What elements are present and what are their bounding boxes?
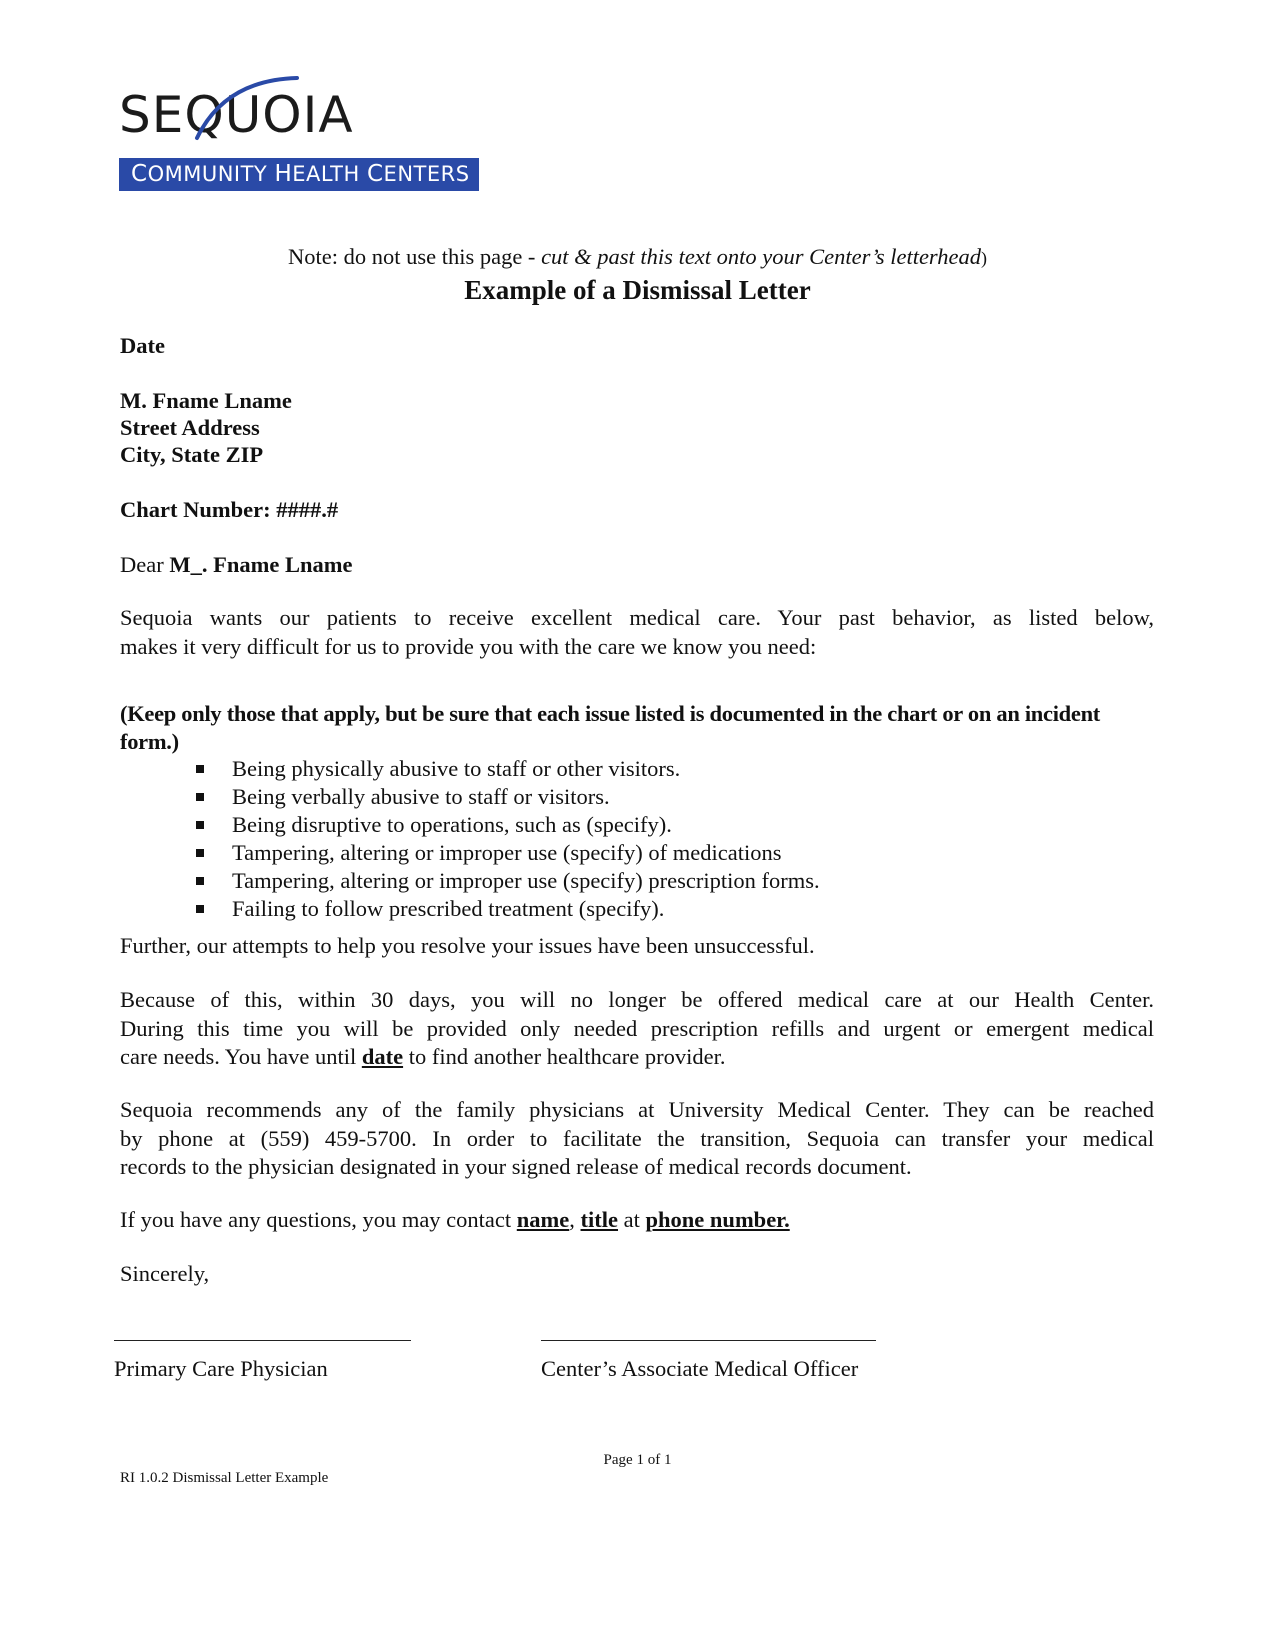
bullet-icon [196, 877, 204, 885]
behavior-list [0, 755, 820, 923]
date-label: Date [120, 333, 165, 358]
list-item: Being disruptive to operations, such as (specify). [0, 811, 820, 839]
logo-band: COMMUNITY HEALTH CENTERS [119, 158, 479, 191]
recipient-city: City, State ZIP [120, 442, 264, 467]
page-title: Example of a Dismissal Letter [464, 275, 811, 305]
list-item: Tampering, altering or improper use (specify) prescription forms. [0, 867, 820, 895]
list-item: Failing to follow prescribed treatment (specify). [0, 895, 820, 923]
bullet-icon [196, 765, 204, 773]
closing: Sincerely, [120, 1261, 210, 1286]
letterhead-note: Note: do not use this page - cut & past this text onto your Center’s letterhead) [287, 244, 988, 269]
bullet-icon [196, 821, 204, 829]
date-placeholder: date [361, 1044, 404, 1069]
signature-label-left: Primary Care Physician [114, 1356, 328, 1381]
contact-title-placeholder: title [580, 1207, 619, 1232]
recipient-street: Street Address [120, 415, 260, 440]
recipient-name: M. Fname Lname [120, 388, 292, 413]
contact-phone-placeholder: phone number. [645, 1207, 790, 1232]
sequoia-logo [119, 76, 479, 196]
logo-wordmark: SEQUOIA [119, 86, 354, 144]
page-number: Page 1 of 1 [603, 1452, 672, 1468]
paragraph-dismissal: Because of this, within 30 days, you will no longer be offered medical care at our Health Center. During this time you will be provided only needed prescription refills and urgent or emergent medical care needs. You have until date to find another healthcare provider. [120, 987, 1154, 1069]
list-item: Tampering, altering or improper use (specify) of medications [0, 839, 820, 867]
logo-swoosh-icon [185, 76, 305, 146]
paragraph-further: Further, our attempts to help you resolve your issues have been unsuccessful. [120, 933, 815, 958]
bullet-icon [196, 849, 204, 857]
paragraph-intro: Sequoia wants our patients to receive excellent medical care. Your past behavior, as listed below, makes it very difficult for us to provide you with the care we know you need: [120, 605, 1154, 659]
list-item: Being verbally abusive to staff or visitors. [0, 783, 820, 811]
contact-name-placeholder: name [516, 1207, 570, 1232]
list-item: Being physically abusive to staff or other visitors. [0, 755, 820, 783]
bullet-icon [196, 793, 204, 801]
chart-number: Chart Number: ####.# [120, 497, 339, 522]
bullet-icon [196, 905, 204, 913]
signature-line-left [114, 1340, 411, 1342]
document-id: RI 1.0.2 Dismissal Letter Example [120, 1470, 329, 1486]
contact-line: If you have any questions, you may contact name, title at phone number. [120, 1207, 790, 1232]
paragraph-recommendation: Sequoia recommends any of the family physicians at University Medical Center. They can be reached by phone at (559) 459-5700. In order to facilitate the transition, Sequoia can transfer your medical records to the physician designated in your signed release of medical records document. [120, 1097, 1154, 1179]
signature-label-right: Center’s Associate Medical Officer [541, 1356, 859, 1381]
instruction-note: (Keep only those that apply, but be sure that each issue listed is documented in the chart or on an incident form.) [120, 701, 1100, 754]
signature-line-right [541, 1340, 876, 1342]
salutation: Dear M_. Fname Lname [120, 552, 353, 577]
